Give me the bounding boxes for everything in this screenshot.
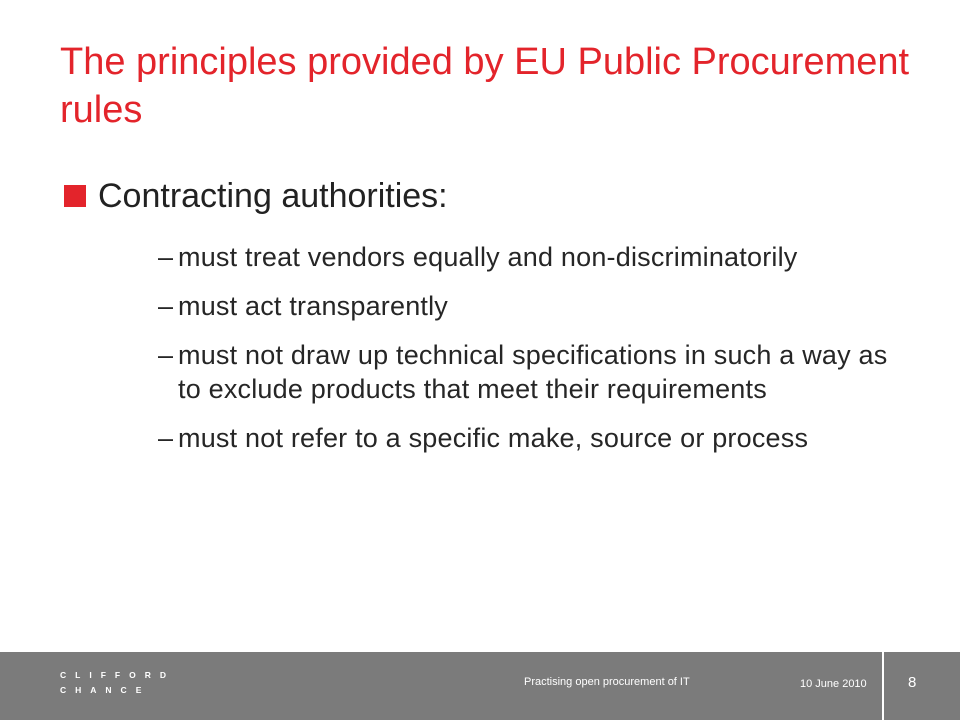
main-bullet-text: Contracting authorities: (98, 177, 448, 215)
clifford-chance-logo (60, 668, 175, 698)
sub-bullet-text: must not draw up technical specifications in such a way as to exclude products that meet their requirements (178, 340, 888, 404)
sub-bullet-list (158, 240, 898, 470)
sub-bullet-item (158, 289, 898, 323)
slide-footer (0, 652, 960, 720)
sub-bullet-item (158, 338, 898, 406)
page-number: 8 (908, 674, 917, 691)
footer-date: 10 June 2010 (800, 678, 867, 690)
sub-bullet-text: must act transparently (178, 291, 449, 321)
sub-bullet-item (158, 240, 898, 274)
slide-title: The principles provided by EU Public Procurement rules (60, 41, 910, 131)
footer-presentation-title: Practising open procurement of IT (524, 676, 690, 688)
dash-bullet-icon: – (158, 291, 174, 321)
dash-bullet-icon: – (158, 340, 174, 370)
footer-divider (882, 652, 884, 720)
square-bullet-icon (64, 185, 86, 207)
logo-line-2: CHANCE (60, 685, 151, 695)
dash-bullet-icon: – (158, 423, 174, 453)
dash-bullet-icon: – (158, 242, 174, 272)
sub-bullet-text: must treat vendors equally and non-discriminatorily (178, 242, 798, 272)
sub-bullet-text: must not refer to a specific make, source or process (178, 423, 809, 453)
sub-bullet-item (158, 421, 898, 455)
logo-line-1: CLIFFORD (60, 670, 175, 680)
